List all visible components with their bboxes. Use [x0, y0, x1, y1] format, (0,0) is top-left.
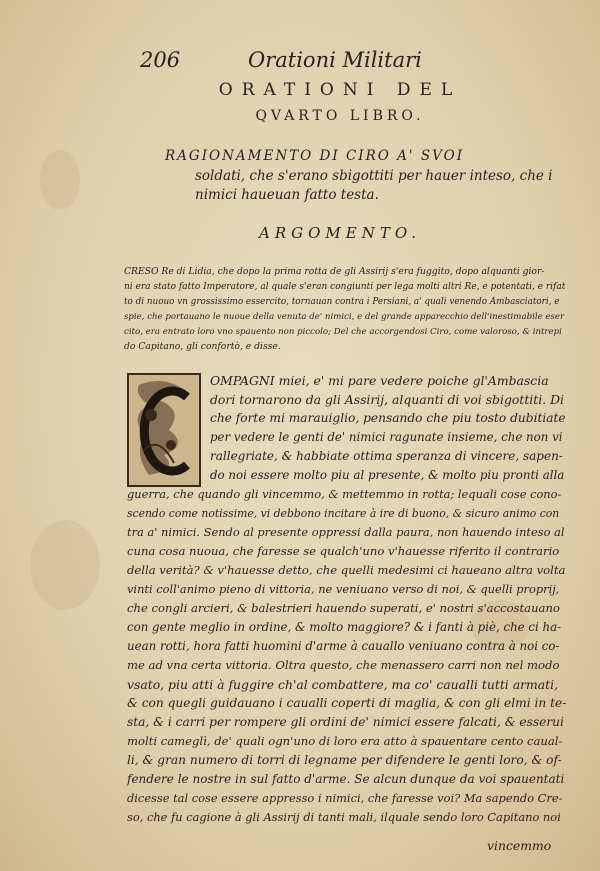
body-line: li, & gran numero di torri di legname per difendere le genti loro, & of-: [127, 753, 562, 767]
argomento-line: cito, era entrato loro vno spauento non piccolo; Del che accorgendosi Ciro, come valoroso, & intrepi: [124, 327, 562, 337]
body-line: per vedere le genti de' nimici ragunate insieme, che non vi: [210, 430, 563, 444]
body-line: rallegriate, & habbiate ottima speranza di vincere, sapen-: [210, 449, 563, 463]
body-line: dicesse tal cose essere appresso i nimici, che faresse voi? Ma sapendo Cre-: [127, 791, 563, 805]
body-line: & con quegli guidauano i caualli coperti di maglia, & con gli elmi in te-: [127, 696, 567, 710]
argomento-line: do Capitano, gli confortò, e disse.: [124, 341, 281, 352]
body-line: uean rotti, hora fatti huomini d'arme à cauallo veniuano contra à noi co-: [127, 639, 560, 653]
body-line: me ad vna certa vittoria. Oltra questo, che menassero carri non nel modo: [127, 658, 560, 672]
ornamental-initial-C-icon: [127, 373, 201, 487]
body-line: so, che fu cagione à gli Assirij di tanti mali, ilquale sendo loro Capitano noi: [127, 810, 561, 824]
argomento-line: spie, che portauano le nuoue della venuta de' nimici, e del grande apparecchio dell'inestimabile eser: [124, 312, 565, 322]
argomento-line: CRESO Re di Lidia, che dopo la prima rotta de gli Assirij s'era fuggito, dopo alquanti gior-: [124, 266, 545, 277]
argomento-line: to di nuouo vn grossissimo essercito, tornauan contra i Persiani, a' quali venendo Ambasciatori, e: [124, 297, 560, 307]
body-line: cuna cosa nuoua, che faresse se qualch'uno v'hauesse riferito il contrario: [127, 544, 560, 558]
body-line: della verità? & v'hauesse detto, che quelli medesimi ci haueano altra volta: [127, 563, 566, 577]
speech-title-line: nimici haueuan fatto testa.: [195, 187, 379, 203]
section-subheading: QVARTO LIBRO.: [255, 108, 425, 124]
paper-stain: [30, 520, 100, 610]
body-line: sta, & i carri per rompere gli ordini de' nimici essere falcati, & esserui: [127, 715, 564, 729]
body-line: vinti coll'animo pieno di vittoria, ne veniuano verso di noi, & quelli proprij,: [127, 582, 560, 596]
running-title: Orationi Militari: [248, 48, 422, 72]
body-line: vsato, piu atti à fuggire ch'al combattere, ma co' caualli tutti armati,: [127, 677, 559, 692]
section-heading: ORATIONI DEL: [218, 80, 462, 100]
running-header: [140, 48, 540, 76]
speech-title-line: soldati, che s'erano sbigottiti per hauer inteso, che i: [195, 168, 553, 184]
body-line: fendere le nostre in sul fatto d'arme. Se alcun dunque da voi spauentati: [127, 772, 565, 786]
page-number: 206: [140, 48, 181, 72]
paper-stain: [40, 150, 80, 210]
body-line: con gente meglio in ordine, & molto maggiore? & i fanti à piè, che ci ha-: [127, 620, 562, 634]
body-line: dori tornarono da gli Assirij, alquanti di voi sbigottiti. Di: [210, 392, 564, 407]
speech-title: RAGIONAMENTO DI CIRO A' SVOI: [165, 148, 465, 164]
body-line: che congli arcieri, & balestrieri hauendo superati, e' nostri s'accostauano: [127, 601, 560, 615]
body-line: molti cameglì, de' quali ogn'uno di loro era atto à spauentare cento caual-: [127, 734, 563, 748]
argomento-line: ni era stato fatto Imperatore, al quale s'eran congiunti per lega molti altri Re, e potentati, e rifat: [124, 282, 566, 292]
body-line: tra a' nimici. Sendo al presente oppressi dalla paura, non hauendo inteso al: [127, 525, 565, 539]
argomento-heading: ARGOMENTO.: [258, 224, 422, 242]
body-line: scendo come notissime, vi debbono incitare à ire di buono, & sicuro animo con: [127, 507, 560, 520]
catchword: vincemmo: [487, 838, 552, 853]
body-line: do noi essere molto piu al presente, & molto piu pronti alla: [210, 468, 565, 482]
body-line: che forte mi marauiglio, pensando che piu tosto dubitiate: [210, 411, 566, 425]
body-line: guerra, che quando gli vincemmo, & mettemmo in rotta; lequali cose cono-: [127, 487, 562, 501]
body-line: OMPAGNI miei, e' mi pare vedere poiche gl'Ambascia: [210, 373, 549, 388]
